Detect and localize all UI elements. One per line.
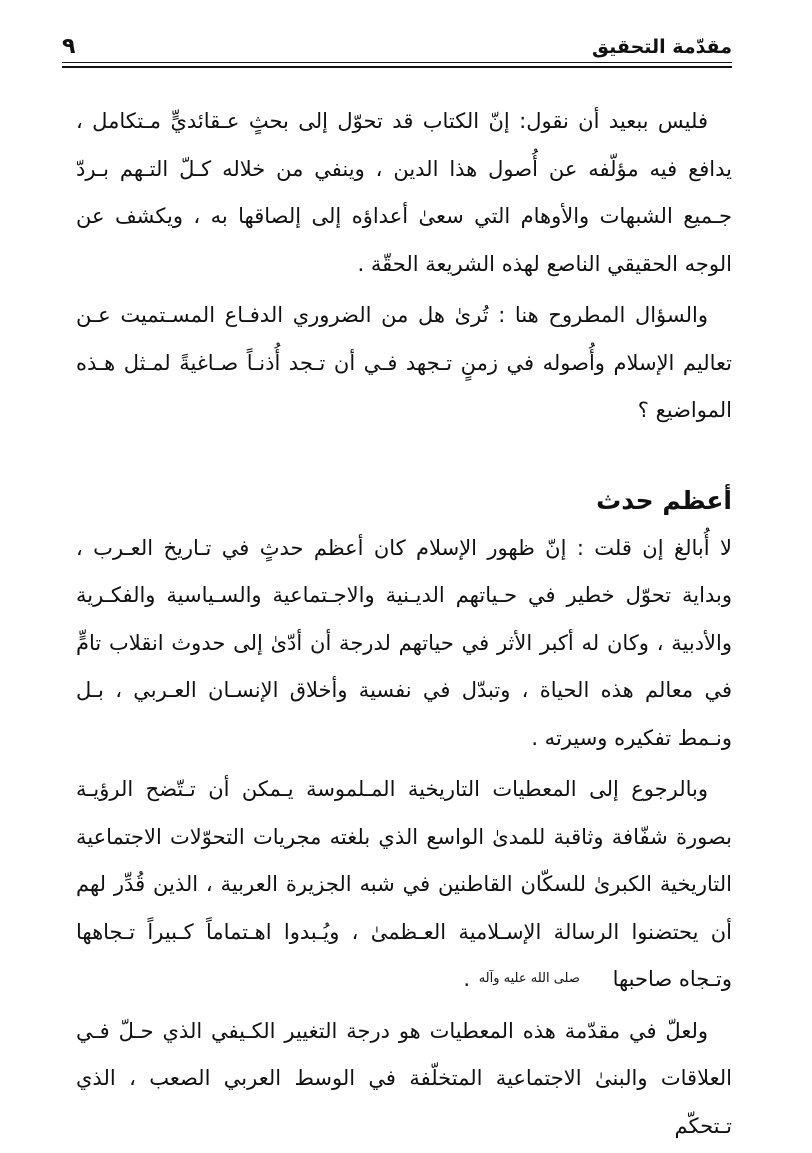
section-paragraph-2 (76, 766, 732, 1004)
section-paragraph-3: ولعلّ في مقدّمة هذه المعطيات هو درجة التغيير الكـيفي الذي حـلّ فـي العلاقات والبنىٰ الاجتماعية المتخلّفة في الوسط العربي الصعب ، الذي تـتحكّم (76, 1018, 732, 1138)
header-rule-thick (62, 66, 732, 68)
running-header (62, 26, 732, 60)
blessing-end: . (463, 967, 477, 991)
section-paragraph-2-text: وبالرجوع إلى المعطيات التاريخية المـلموسة يـمكن أن تـتّضح الرؤيـة بصورة شفّافة وثاقبة للمدىٰ الواسع الذي بلغته مجريات التحوّلات الاجتماعية التاريخية الكبرىٰ للسكّان القاطنين في شبه الجزيرة العربية ، الذين قُدِّر لهم أن يحتضنوا الرسالة الإسـلامية العـظمىٰ ، ويُـبدوا اهـتماماً كـبيراً تـجاهها وتـجاه صاحبها (76, 777, 732, 991)
blessing-glyph: صلى الله عليه وآله (478, 971, 580, 986)
page-number: ٩ (62, 34, 76, 59)
running-title: مقدّمة التحقيق (592, 36, 732, 58)
page-body (76, 98, 732, 1150)
intro-paragraph-1: فليس ببعيد أن نقول: إنّ الكتاب قد تحوّل إلى بحثٍ عـقائديٍّ مـتكامل ، يدافع فيه مؤلّفه عن أُصول هذا الدين ، وينفي من خلاله كـلّ التـهم بـردّ جـميع الشبهات والأوهام التي سعىٰ أعداؤه إلى إلصاقها به ، ويكشف عن الوجه الحقيقي الناصع لهذه الشريعة الحقّة . (76, 109, 732, 276)
section-paragraph-1: لا أُبالغ إن قلت : إنّ ظهور الإسلام كان أعظم حدثٍ في تـاريخ العـرب ، وبداية تحوّل خطير في حـياتهم الديـنية والاجـتماعية والسـياسية والفكـرية والأدبية ، وكان له أكبر الأثر في حياتهم لدرجة أن أدّىٰ إلى حدوث انقلاب تامٍّ في معالم هذه الحياة ، وتبدّل في نفسية وأخلاق الإنسـان العـربي ، بـل ونـمط تفكيره وسيرته . (76, 535, 732, 750)
section-heading: أعظم حدث (596, 485, 732, 515)
intro-paragraph-2: والسؤال المطروح هنا : تُرىٰ هل من الضروري الدفـاع المسـتميت عـن تعاليم الإسلام وأُصوله في زمنٍ تـجهد فـي أن تـجد أُذنـاً صـاغيةً لمـثل هـذه المواضيع ؟ (76, 303, 732, 422)
header-rule-thin (62, 62, 732, 63)
